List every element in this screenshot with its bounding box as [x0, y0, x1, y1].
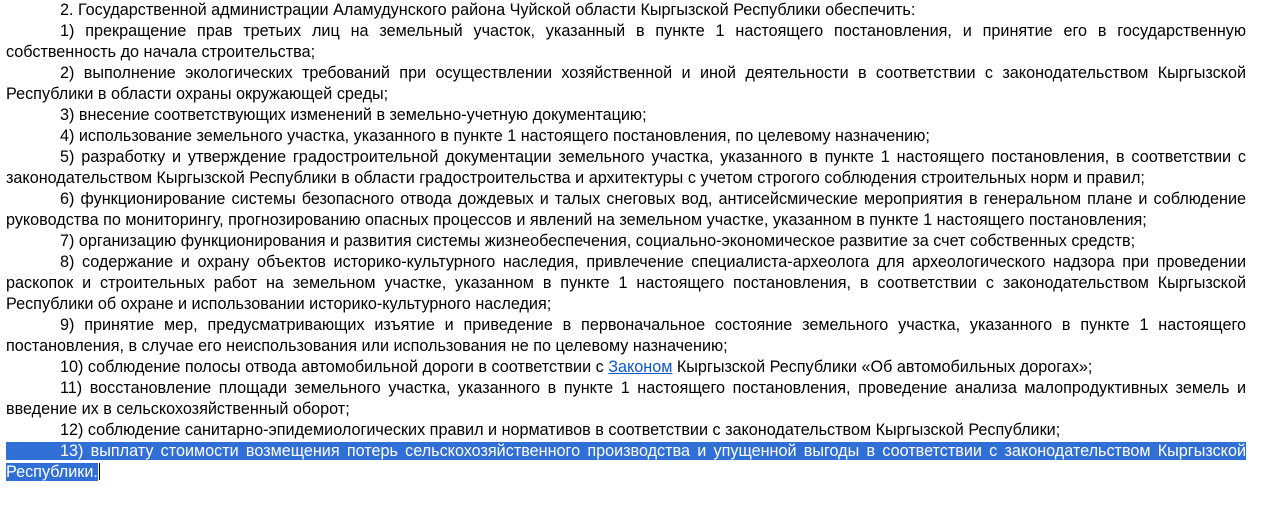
document-body	[6, 0, 1246, 483]
list-item-10-text-before: 10) соблюдение полосы отвода автомобильной дороги в соответствии с	[60, 358, 609, 376]
text-selection-highlight[interactable]	[6, 442, 1246, 481]
list-item-10	[6, 357, 1246, 378]
list-item-3: 3) внесение соответствующих изменений в земельно-учетную документацию;	[60, 106, 647, 124]
list-item-13-text: 13) выплату стоимости возмещения потерь сельскохозяйственного производства и упущенной выгоды в соответствии с законодательством Кыргызской Республики.	[6, 442, 1246, 481]
list-item-13-selected[interactable]	[6, 441, 1246, 483]
list-item-9: 9) принятие мер, предусматривающих изъятие и приведение в первоначальное состояние земельного участка, указанного в пункте 1 настоящего постановления, в случае его неиспользования или использования не по целевому назначению;	[6, 316, 1246, 355]
list-item-2: 2) выполнение экологических требований при осуществлении хозяйственной и иной деятельности в соответствии с законодательством Кыргызской Республики в области охраны окружающей среды;	[6, 64, 1246, 103]
list-item-6: 6) функционирование системы безопасного отвода дождевых и талых снеговых вод, антисейсмические мероприятия в генеральном плане и соблюдение руководства по мониторингу, прогнозированию опасных процессов и явлений на земельном участке, указанном в пункте 1 настоящего постановления;	[6, 190, 1246, 229]
law-link[interactable]: Законом	[608, 358, 673, 376]
list-item-12: 12) соблюдение санитарно-эпидемиологических правил и нормативов в соответствии с законодательством Кыргызской Республики;	[60, 421, 1061, 439]
list-item-4: 4) использование земельного участка, указанного в пункте 1 настоящего постановления, по целевому назначению;	[60, 127, 930, 145]
list-item-5: 5) разработку и утверждение градостроительной документации земельного участка, указанного в пункте 1 настоящего постановления, в соответствии с законодательством Кыргызской Республики в области градостроительства и архитектуры с учетом строгого соблюдения строительных норм и правил;	[6, 148, 1246, 187]
list-item-11: 11) восстановление площади земельного участка, указанного в пункте 1 настоящего постановления, проведение анализа малопродуктивных земель и введение их в сельскохозяйственный оборот;	[6, 379, 1246, 418]
list-item-10-text-after: Кыргызской Республики «Об автомобильных дорогах»;	[672, 358, 1093, 376]
list-item-8: 8) содержание и охрану объектов историко-культурного наследия, привлечение специалиста-археолога для археологического надзора при проведении раскопок и строительных работ на земельном участке, указанном в пункте 1 настоящего постановления, в соответствии с законодательством Кыргызской Республики об охране и использовании историко-культурного наследия;	[6, 253, 1246, 313]
text-cursor	[99, 463, 100, 480]
list-item-1: 1) прекращение прав третьих лиц на земельный участок, указанный в пункте 1 настоящего постановления, и принятие его в государственную собственность до начала строительства;	[6, 22, 1246, 61]
list-item-7: 7) организацию функционирования и развития системы жизнеобеспечения, социально-экономическое развитие за счет собственных средств;	[60, 232, 1136, 250]
intro-paragraph: 2. Государственной администрации Аламудунского района Чуйской области Кыргызской Республики обеспечить:	[60, 1, 916, 19]
